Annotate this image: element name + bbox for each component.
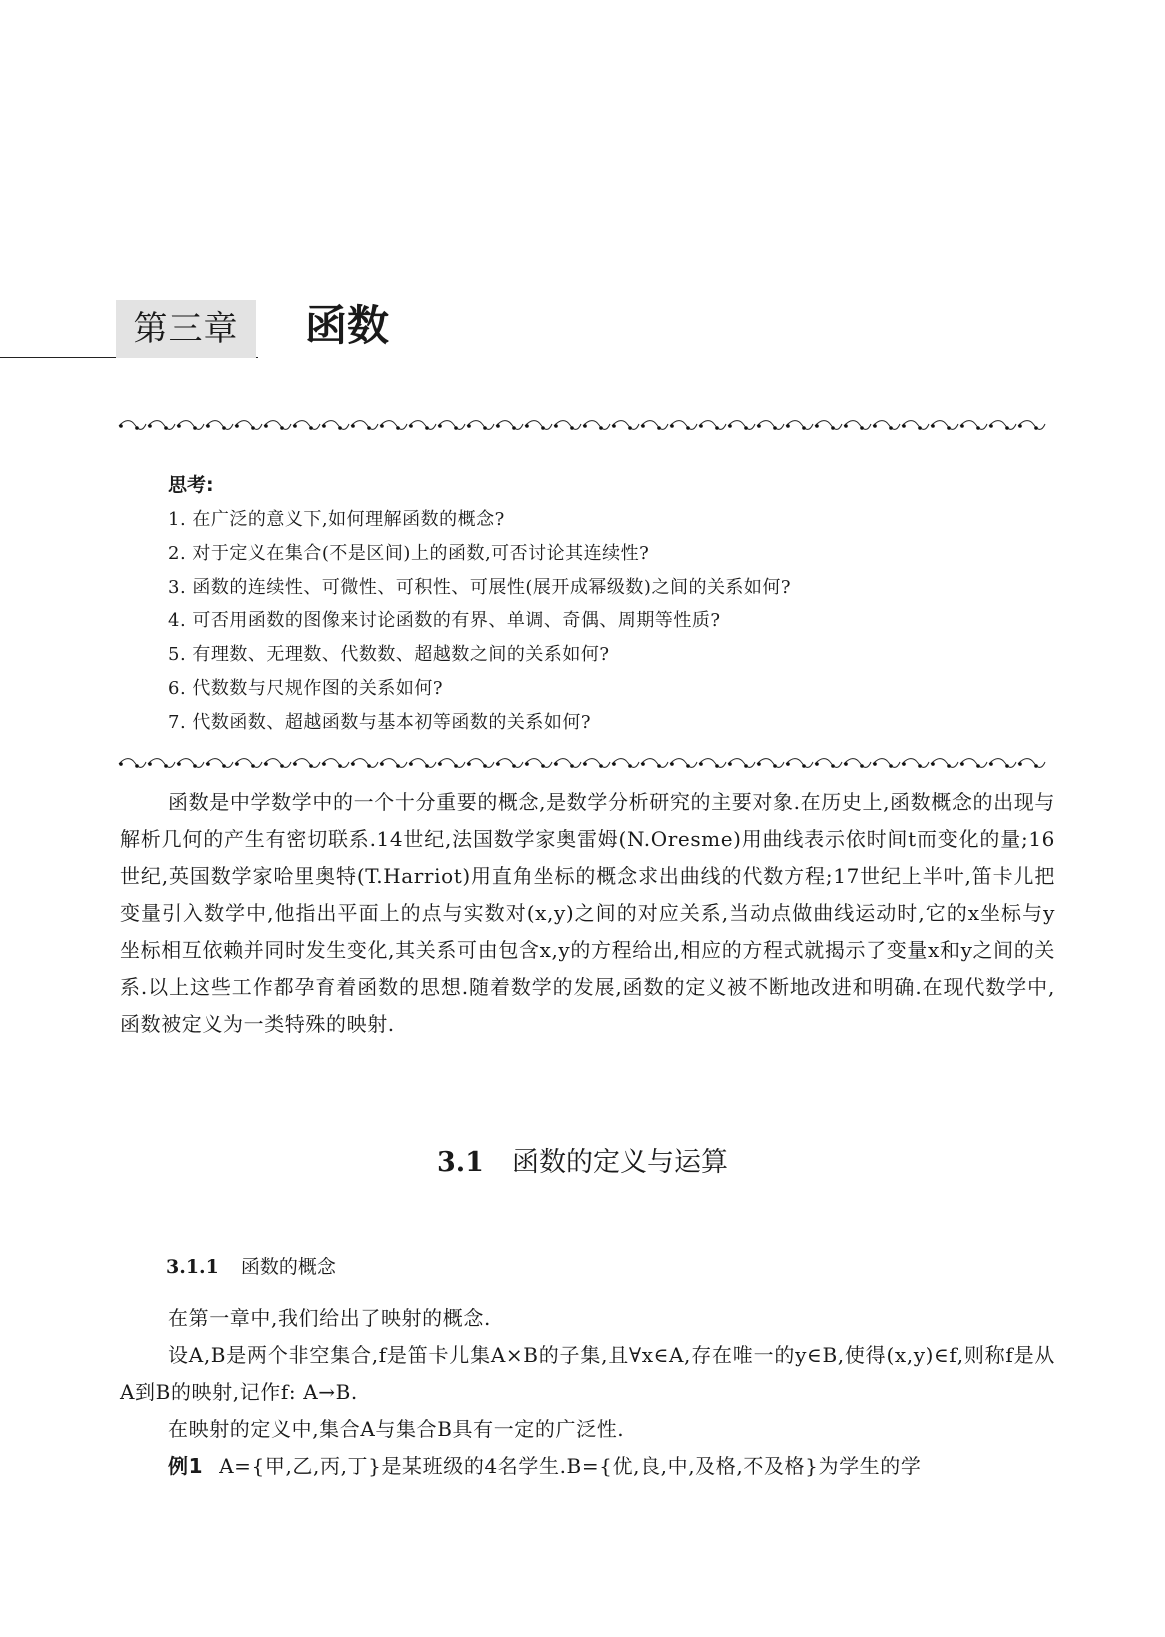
subsection-title: 函数的概念 [240,1256,336,1278]
wave-dot [338,764,342,768]
wave-dot [918,764,922,768]
wave-dot [280,426,284,430]
wave-segment [235,421,262,430]
wave-dot [264,424,268,428]
wave-dot [844,762,848,766]
wave-segment [786,421,813,430]
example-text: A={甲,乙,丙,丁}是某班级的4名学生.B={优,良,中,及格,不及格}为学生的学 [219,1454,922,1478]
wave-dot [860,426,864,430]
wave-dot [773,426,777,430]
wave-dot [525,762,529,766]
wave-segment [467,421,494,430]
wave-dot [583,762,587,766]
wave-dot [164,426,168,430]
wave-dot [641,424,645,428]
wave-dot [670,424,674,428]
wave-dot [989,424,993,428]
wave-dot [1034,764,1038,768]
think-question: 2. 对于定义在集合(不是区间)上的函数,可否讨论其连续性? [168,542,650,564]
wave-dot [728,424,732,428]
wave-dot [873,762,877,766]
wave-dot [641,762,645,766]
wave-dot [496,762,500,766]
wave-segment [757,421,784,430]
wave-dot [628,426,632,430]
wave-dot [715,764,719,768]
intro-paragraph-block [120,784,1055,1043]
wave-dot [699,424,703,428]
wave-dot [251,764,255,768]
wave-segment [699,421,726,430]
wave-dot [902,762,906,766]
wave-dot [570,426,574,430]
wave-dot [309,764,313,768]
wave-dot [570,764,574,768]
wave-segment [119,759,146,768]
wave-dot [148,424,152,428]
wave-dot [525,424,529,428]
wave-dot [367,764,371,768]
wave-dot [612,762,616,766]
wave-segment [699,759,726,768]
wavy-divider-top [117,418,1047,432]
wave-segment [641,759,668,768]
wave-dot [251,426,255,430]
wave-segment [235,759,262,768]
wave-dot [728,762,732,766]
wave-segment [293,421,320,430]
wave-dot [1018,424,1022,428]
think-box-title: 思考: [168,474,214,496]
body-text [120,1300,1055,1485]
wave-segment [525,421,552,430]
wave-dot [931,762,935,766]
wave-segment [873,421,900,430]
wave-segment [467,759,494,768]
wave-dot [483,764,487,768]
wavy-divider-bottom [117,756,1047,770]
wave-dot [786,762,790,766]
wave-dot [599,764,603,768]
wave-dot [164,764,168,768]
example-label: 例1 [168,1454,204,1478]
wave-dot [177,762,181,766]
wave-segment [322,421,349,430]
wave-dot [554,424,558,428]
wave-dot [844,424,848,428]
wave-dot [512,426,516,430]
think-question: 7. 代数函数、超越函数与基本初等函数的关系如何? [168,711,592,733]
wave-dot [1005,426,1009,430]
wave-segment [931,421,958,430]
wave-dot [686,764,690,768]
section-number: 3.1 [437,1147,484,1178]
chapter-label: 第三章 [116,300,256,358]
wave-dot [351,424,355,428]
wave-dot [293,424,297,428]
wave-dot [135,426,139,430]
wave-segment [148,759,175,768]
wave-segment [438,421,465,430]
wave-segment [931,759,958,768]
wave-segment [670,421,697,430]
section-heading [0,1143,1165,1183]
wave-dot [583,424,587,428]
wave-dot [119,424,123,428]
wave-dot [206,424,210,428]
wave-dot [467,424,471,428]
wave-segment [148,421,175,430]
wave-dot [1034,426,1038,430]
wave-dot [686,426,690,430]
wave-dot [541,426,545,430]
wave-dot [831,764,835,768]
wave-dot [425,764,429,768]
wave-dot [351,762,355,766]
wave-segment [844,421,871,430]
chapter-title: 函数 [305,301,390,350]
wave-segment [554,759,581,768]
think-question: 1. 在广泛的意义下,如何理解函数的概念? [168,509,505,530]
wave-dot [715,426,719,430]
wave-dot [976,426,980,430]
wave-segment [960,759,987,768]
wave-segment [554,421,581,430]
wave-dot [554,762,558,766]
wave-dot [338,426,342,430]
wave-dot [235,424,239,428]
wave-segment [612,421,639,430]
wave-segment [293,759,320,768]
wave-segment [177,421,204,430]
wave-segment [583,421,610,430]
wave-segment [409,759,436,768]
wave-dot [425,426,429,430]
wave-dot [280,764,284,768]
wave-dot [293,762,297,766]
wave-segment [380,759,407,768]
wave-dot [438,762,442,766]
wave-dot [135,764,139,768]
wave-segment [728,421,755,430]
wave-segment [873,759,900,768]
wave-segment [380,421,407,430]
wave-dot [1005,764,1009,768]
body-paragraph: 在第一章中,我们给出了映射的概念. [168,1306,491,1330]
subsection-number: 3.1.1 [166,1256,219,1278]
wave-dot [612,424,616,428]
wave-segment [844,759,871,768]
section-title: 函数的定义与运算 [511,1147,728,1178]
think-question: 3. 函数的连续性、可微性、可积性、可展性(展开成幂级数)之间的关系如何? [168,576,792,598]
wave-dot [206,762,210,766]
wave-dot [409,424,413,428]
wave-dot [367,426,371,430]
wave-dot [773,764,777,768]
wave-dot [902,424,906,428]
wave-dot [976,764,980,768]
wave-segment [989,759,1016,768]
wave-dot [235,762,239,766]
think-question: 4. 可否用函数的图像来讨论函数的有界、单调、奇偶、周期等性质? [168,610,721,632]
wave-segment [757,759,784,768]
wave-segment [1018,421,1045,430]
example-paragraph [120,1448,1055,1485]
wave-segment [351,759,378,768]
wave-dot [322,762,326,766]
wave-segment [815,421,842,430]
wave-dot [322,424,326,428]
wave-dot [860,764,864,768]
wave-dot [757,762,761,766]
think-question: 6. 代数数与尺规作图的关系如何? [168,677,444,699]
intro-paragraph: 函数是中学数学中的一个十分重要的概念,是数学分析研究的主要对象.在历史上,函数概念的出现与解析几何的产生有密切联系.14世纪,法国数学家奥雷姆(N.Oresme)用曲线表示依时间t而变化的量;16世纪,英国数学家哈里奥特(T.Harriot)用直角坐标的概念求出曲线的代数方程;17世纪上半叶,笛卡儿把变量引入数学中,他指出平面上的点与实数对(x,y)之间的对应关系,当动点做曲线运动时,它的x坐标与y坐标相互依赖并同时发生变化,其关系可由包含x,y的方程给出,相应的方程式就揭示了变量x和y之间的关系.以上这些工作都孕育着函数的思想.随着数学的发展,函数的定义被不断地改进和明确.在现代数学中,函数被定义为一类特殊的映射. [120,790,1055,1036]
wave-segment [206,421,233,430]
wave-dot [496,424,500,428]
wave-dot [599,426,603,430]
wave-dot [657,426,661,430]
wave-dot [744,764,748,768]
wave-dot [222,426,226,430]
wave-dot [119,762,123,766]
wave-segment [989,421,1016,430]
wave-dot [873,424,877,428]
wave-dot [889,426,893,430]
wave-dot [193,426,197,430]
wave-segment [409,421,436,430]
wave-dot [512,764,516,768]
wave-dot [454,764,458,768]
wave-segment [902,759,929,768]
wave-dot [918,426,922,430]
wave-dot [222,764,226,768]
wave-segment [670,759,697,768]
wave-dot [757,424,761,428]
wave-dot [438,424,442,428]
wave-dot [467,762,471,766]
wave-segment [612,759,639,768]
wave-dot [947,426,951,430]
wave-dot [889,764,893,768]
wave-dot [815,762,819,766]
body-paragraph: 在映射的定义中,集合A与集合B具有一定的广泛性. [168,1417,625,1441]
think-question-list [168,503,791,740]
wave-dot [309,426,313,430]
wave-segment [206,759,233,768]
wave-segment [438,759,465,768]
wave-segment [1018,759,1045,768]
wave-dot [802,426,806,430]
wave-dot [193,764,197,768]
wave-dot [786,424,790,428]
wave-dot [541,764,545,768]
wave-dot [177,424,181,428]
wave-dot [1018,762,1022,766]
wave-dot [670,762,674,766]
subsection-heading [166,1252,336,1282]
wave-segment [641,421,668,430]
think-question: 5. 有理数、无理数、代数数、超越数之间的关系如何? [168,644,610,666]
wave-dot [960,424,964,428]
wave-segment [902,421,929,430]
body-paragraph: 设A,B是两个非空集合,f是笛卡儿集A×B的子集,且∀x∈A,存在唯一的y∈B,使得(x,y)∈f,则称f是从A到B的映射,记作f: A→B. [120,1343,1055,1404]
wave-dot [657,764,661,768]
wave-dot [454,426,458,430]
wave-segment [264,759,291,768]
wave-dot [264,762,268,766]
wave-segment [496,759,523,768]
wave-segment [177,759,204,768]
wave-segment [815,759,842,768]
wave-dot [931,424,935,428]
wave-dot [947,764,951,768]
wave-dot [148,762,152,766]
wave-segment [525,759,552,768]
wave-dot [409,762,413,766]
wave-segment [728,759,755,768]
wave-segment [583,759,610,768]
wave-dot [960,762,964,766]
wave-dot [989,762,993,766]
wave-segment [960,421,987,430]
wave-segment [496,421,523,430]
wave-segment [786,759,813,768]
wave-dot [483,426,487,430]
wave-segment [322,759,349,768]
wave-dot [744,426,748,430]
wave-dot [815,424,819,428]
wave-dot [831,426,835,430]
wave-segment [351,421,378,430]
wave-dot [628,764,632,768]
wave-dot [396,764,400,768]
wave-segment [264,421,291,430]
wave-dot [380,762,384,766]
wave-dot [699,762,703,766]
wave-dot [396,426,400,430]
wave-dot [380,424,384,428]
wave-dot [802,764,806,768]
wave-segment [119,421,146,430]
